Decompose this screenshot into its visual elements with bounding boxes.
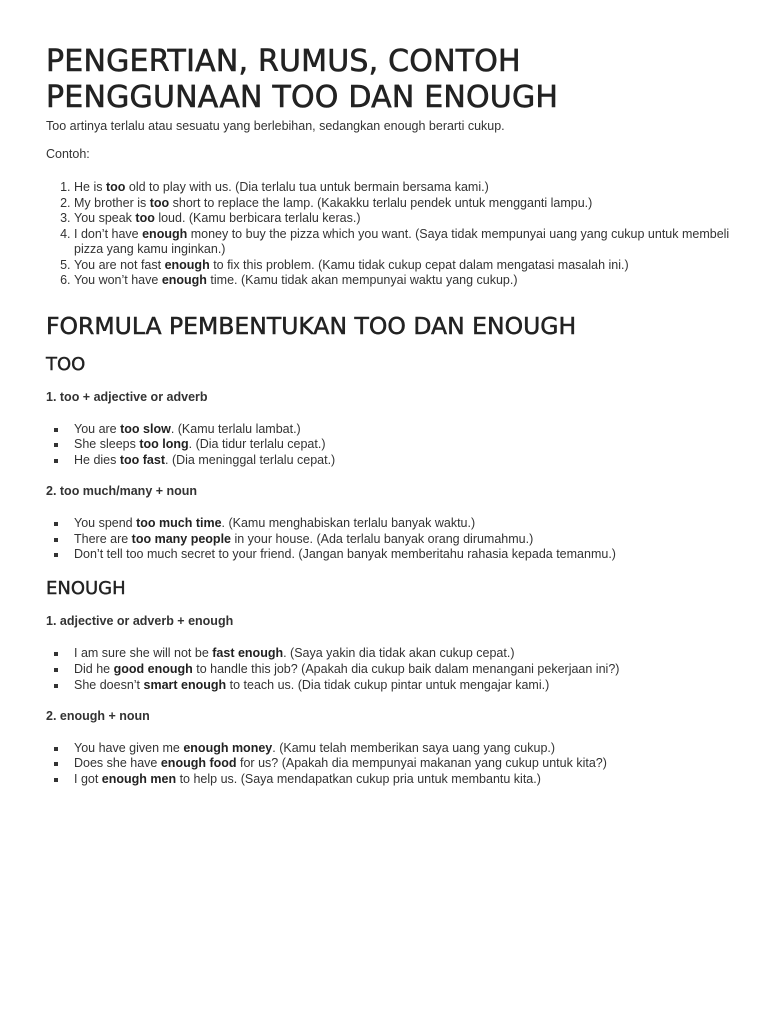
list-item: You have given me enough money. (Kamu telah memberikan saya uang yang cukup.)	[46, 741, 738, 757]
enough-rule2-label: 2. enough + noun	[46, 708, 150, 723]
formula-heading: FORMULA PEMBENTUKAN TOO DAN ENOUGH	[46, 311, 577, 340]
list-item: You spend too much time. (Kamu menghabiskan terlalu banyak waktu.)	[46, 516, 738, 532]
list-item: 3. You speak too loud. (Kamu berbicara terlalu keras.)	[74, 211, 738, 227]
list-item: 5. You are not fast enough to fix this problem. (Kamu tidak cukup cepat dalam mengatasi masalah ini.)	[74, 258, 738, 274]
list-item: I am sure she will not be fast enough. (Saya yakin dia tidak akan cukup cepat.)	[46, 646, 738, 662]
list-item: You are too slow. (Kamu terlalu lambat.)	[46, 422, 738, 438]
list-item: Does she have enough food for us? (Apakah dia mempunyai makanan yang cukup untuk kita?)	[46, 756, 738, 772]
enough-rule1-list	[46, 646, 738, 693]
list-item: 6. You won’t have enough time. (Kamu tidak akan mempunyai waktu yang cukup.)	[74, 273, 738, 289]
too-rule2-label: 2. too much/many + noun	[46, 483, 198, 498]
list-item: There are too many people in your house. (Ada terlalu banyak orang dirumahmu.)	[46, 532, 738, 548]
list-item: He dies too fast. (Dia meninggal terlalu cepat.)	[46, 453, 738, 469]
too-rule2-list	[46, 516, 738, 563]
list-item: 4. I don’t have enough money to buy the pizza which you want. (Saya tidak mempunyai uang yang cukup untuk membeli pizza yang kamu inginkan.)	[74, 227, 738, 258]
list-item: Did he good enough to handle this job? (Apakah dia cukup baik dalam menangani pekerjaan ini?)	[46, 662, 738, 678]
list-item: I got enough men to help us. (Saya mendapatkan cukup pria untuk membantu kita.)	[46, 772, 738, 788]
list-item: She sleeps too long. (Dia tidur terlalu cepat.)	[46, 437, 738, 453]
list-item: She doesn’t smart enough to teach us. (Dia tidak cukup pintar untuk mengajar kami.)	[46, 678, 738, 694]
too-heading: TOO	[46, 353, 86, 375]
too-rule1-list	[46, 422, 738, 469]
list-item: 1. He is too old to play with us. (Dia terlalu tua untuk bermain bersama kami.)	[74, 180, 738, 196]
examples-list	[46, 180, 738, 289]
page-title: PENGERTIAN, RUMUS, CONTOH PENGGUNAAN TOO DAN ENOUGH	[46, 44, 559, 115]
enough-heading: ENOUGH	[46, 578, 126, 600]
intro-paragraph: Too artinya terlalu atau sesuatu yang berlebihan, sedangkan enough berarti cukup.	[46, 119, 505, 133]
too-rule1-label: 1. too + adjective or adverb	[46, 389, 208, 404]
enough-rule2-list	[46, 741, 738, 788]
enough-rule1-label: 1. adjective or adverb + enough	[46, 614, 234, 629]
examples-label: Contoh:	[46, 147, 90, 161]
list-item: Don’t tell too much secret to your friend. (Jangan banyak memberitahu rahasia kepada temanmu.)	[46, 547, 738, 563]
list-item: 2. My brother is too short to replace the lamp. (Kakakku terlalu pendek untuk mengganti lampu.)	[74, 196, 738, 212]
